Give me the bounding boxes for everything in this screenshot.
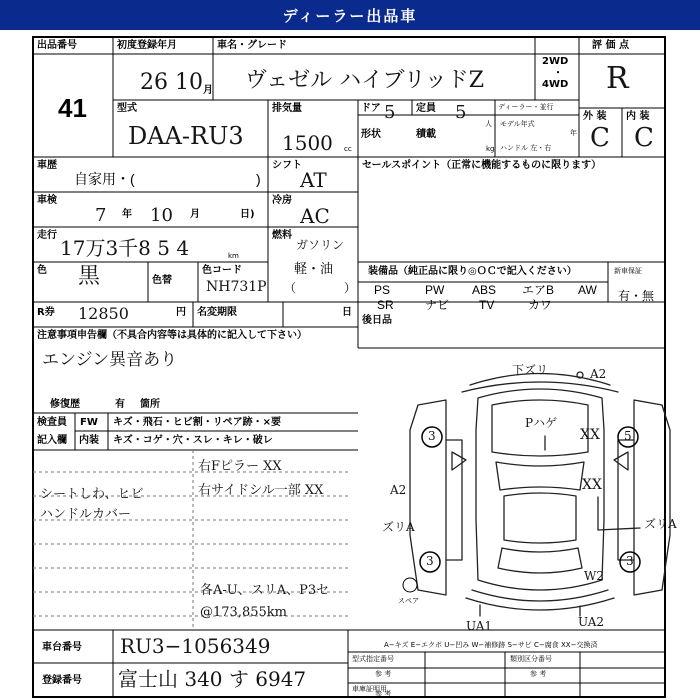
dot-label: ・ — [553, 68, 563, 79]
displacement-value: 1500 — [282, 131, 333, 155]
color-change-label: 色替 — [152, 275, 172, 286]
capacity-value: 5 — [455, 102, 467, 123]
repair-yes-label: 有 — [115, 399, 125, 410]
first-registration-value: 26 10 — [140, 70, 203, 95]
mark-rear-right: W2 — [584, 569, 604, 583]
person-label: 人 — [485, 120, 492, 128]
mark-rear-quarter: XX — [582, 477, 602, 493]
mark-bottom: UA1 — [466, 619, 493, 633]
rear-glass-outline — [498, 548, 582, 573]
model-year-label: モデル年式 — [500, 120, 535, 128]
equip-pw: PW — [425, 283, 445, 297]
type-designation-label: 型式指定番号 — [352, 655, 394, 663]
yen-label: 円 — [176, 307, 186, 318]
mark-left-rocker: ズリA — [382, 520, 415, 534]
rear-bumper-outline — [466, 598, 614, 610]
history-value: 自家用・( — [74, 171, 135, 187]
tire-rr-value: 3 — [626, 554, 634, 568]
writer-label: 記入欄 — [37, 435, 67, 446]
equip-tv: TV — [479, 298, 495, 312]
rear-seat-label: 後日品 — [362, 315, 392, 326]
equip-abs: ABS — [472, 283, 497, 297]
ref-label-1: 参 考 — [375, 670, 392, 678]
reg-no-label: 登録番号 — [42, 675, 82, 686]
equip-airbag: エアB — [522, 283, 555, 297]
load-label: 積載 — [416, 129, 436, 140]
history-label: 車歴 — [37, 160, 57, 171]
remarks-bottom-1: 各A-U、スリA、P3セ — [200, 583, 330, 598]
doors-value: 5 — [384, 102, 396, 123]
chassis-number-value: RU3−1056349 — [120, 634, 271, 658]
name-change-label: 名変期限 — [197, 307, 237, 318]
car-name-label: 車名・グレード — [217, 40, 287, 51]
dealer-label: ディーラー・並行 — [498, 103, 554, 111]
score-value: R — [606, 61, 629, 96]
day-label: 日 — [342, 307, 352, 318]
remarks-right-2: 右サイドシル一部 XX — [198, 483, 324, 498]
ref-label-3: 参 考 — [375, 690, 392, 698]
ref-label-2: 参 考 — [530, 670, 547, 678]
repair-history-label: 修復歴 — [50, 399, 80, 410]
shape-label: 形状 — [361, 129, 381, 140]
inspector-label: 検査員 — [37, 417, 67, 428]
exterior-label: 外 装 — [583, 111, 607, 122]
lot-no-label: 出品番号 — [37, 40, 77, 51]
year-unit-label: 年 — [570, 129, 577, 137]
warranty-value: 有・無 — [618, 289, 655, 303]
mark-rear-left: UA2 — [578, 615, 605, 629]
interior-grade-value: C — [634, 123, 654, 153]
4wd-label: 4WD — [542, 79, 569, 90]
model-code-value: DAA-RU3 — [128, 122, 244, 150]
capacity-label: 定員 — [416, 103, 436, 114]
mark-front-top: 下ズリ — [512, 363, 549, 377]
remarks-right-1: 右Fピラー XX — [198, 459, 282, 474]
roof-outline — [504, 493, 576, 543]
fuel-other-value: 軽・油 — [294, 261, 334, 276]
color-code-label: 色コード — [202, 265, 242, 276]
2wd-label: 2WD — [542, 56, 569, 67]
tire-fr-value: 5 — [624, 429, 632, 443]
chassis-no-label: 車台番号 — [42, 642, 82, 653]
class-no-label: 類別区分番号 — [510, 655, 552, 663]
mileage-value: 17万3千8 5 4 — [60, 236, 190, 260]
inspection-year-unit: 年 — [122, 209, 132, 220]
equip-ps: PS — [374, 283, 391, 297]
first-reg-label: 初度登録年月 — [117, 40, 177, 51]
exterior-grade-value: C — [590, 123, 610, 153]
tire-rl-value: 3 — [426, 554, 434, 568]
equip-kawa: カワ — [528, 298, 553, 312]
mark-left-side: A2 — [390, 483, 407, 497]
grade-label: 評 価 点 — [592, 40, 629, 51]
interior-label: 内 装 — [626, 111, 650, 122]
shift-label: シフト — [272, 160, 302, 171]
color-label: 色 — [37, 265, 47, 276]
inspection-month-unit: 月 — [190, 209, 200, 220]
repair-spot-label: 箇所 — [140, 399, 160, 410]
mark-fr-fender: XX — [580, 427, 600, 443]
inspection-year-value: 7 — [95, 205, 107, 226]
lot-number: 41 — [58, 93, 87, 123]
defect-int-label: キズ・コゲ・穴・スレ・キレ・破レ — [113, 435, 273, 446]
equip-navi: ナビ — [425, 298, 450, 312]
car-name-value: ヴェゼル ハイブリッドZ — [245, 68, 484, 93]
tire-fl-value: 3 — [428, 429, 436, 443]
history-close: ) — [256, 171, 261, 187]
aircon-value: AC — [300, 204, 330, 228]
fuel-gas-value: ガソリン — [296, 238, 345, 252]
fuel-paren: （ ） — [284, 281, 357, 295]
mark-right-side: ズリA — [644, 517, 677, 531]
color-value: 黒 — [78, 264, 101, 289]
first-reg-month-unit: 月 — [203, 85, 213, 96]
windshield-outline — [496, 462, 584, 490]
cert-no-label: 車庫証明用 — [352, 685, 387, 693]
km-label: km — [228, 252, 239, 260]
mark-front-right: A2 — [590, 367, 607, 381]
aircon-label: 冷房 — [272, 195, 292, 206]
mark-hood: Pハゲ — [525, 416, 558, 430]
spare-tire-icon — [403, 578, 417, 592]
kg-label: kg — [486, 145, 495, 153]
r-ticket-value: 12850 — [78, 304, 129, 323]
inspection-day-unit: 日) — [240, 209, 255, 220]
new-warranty-label: 新車保証 — [614, 267, 642, 275]
handle-label: ハンドル 左・右 — [500, 144, 552, 152]
equip-sr: SR — [377, 298, 394, 312]
damage-legend: A−キズ E−エクボ U−凹み W−補修跡 S−サビ C−腐食 XX−交換済 — [384, 641, 598, 649]
fw-label: FW — [80, 417, 98, 428]
doors-label: ドア — [361, 103, 381, 114]
remarks-left-1: シートしわ、ヒビ — [40, 487, 144, 502]
spare-label: スペア — [398, 597, 419, 605]
shift-value: AT — [300, 168, 327, 192]
mileage-label: 走行 — [37, 230, 57, 241]
defect-ext-label: キズ・飛石・ヒビ割・リペア跡・×要 — [113, 417, 281, 428]
banner-title: ディーラー出品車 — [282, 6, 418, 25]
registration-number-value: 富士山 340 す 6947 — [118, 667, 307, 691]
model-label: 型式 — [117, 103, 137, 114]
notes-line-1: エンジン異音あり — [42, 350, 178, 370]
color-code-value: NH731P — [206, 279, 267, 295]
inspection-month-value: 10 — [150, 205, 173, 226]
equip-aw: AW — [578, 283, 597, 297]
cc-label: cc — [344, 145, 352, 153]
notes-label: 注意事項申告欄（不具合内容等は具体的に記入して下さい） — [37, 330, 307, 341]
displacement-label: 排気量 — [272, 103, 302, 114]
fuel-label: 燃料 — [272, 230, 292, 241]
inspection-label: 車検 — [37, 195, 57, 206]
remarks-left-2: ハンドルカバー — [40, 507, 132, 522]
remarks-bottom-2: @173,855km — [200, 605, 287, 620]
nai-label: 内装 — [79, 435, 99, 446]
r-ticket-label: R券 — [37, 307, 55, 318]
sales-point-label: セールスポイント（正常に機能するものに限ります） — [362, 160, 602, 171]
equipment-label: 装備品（純正品に限り◎ＯＣで記入ください） — [368, 266, 577, 277]
